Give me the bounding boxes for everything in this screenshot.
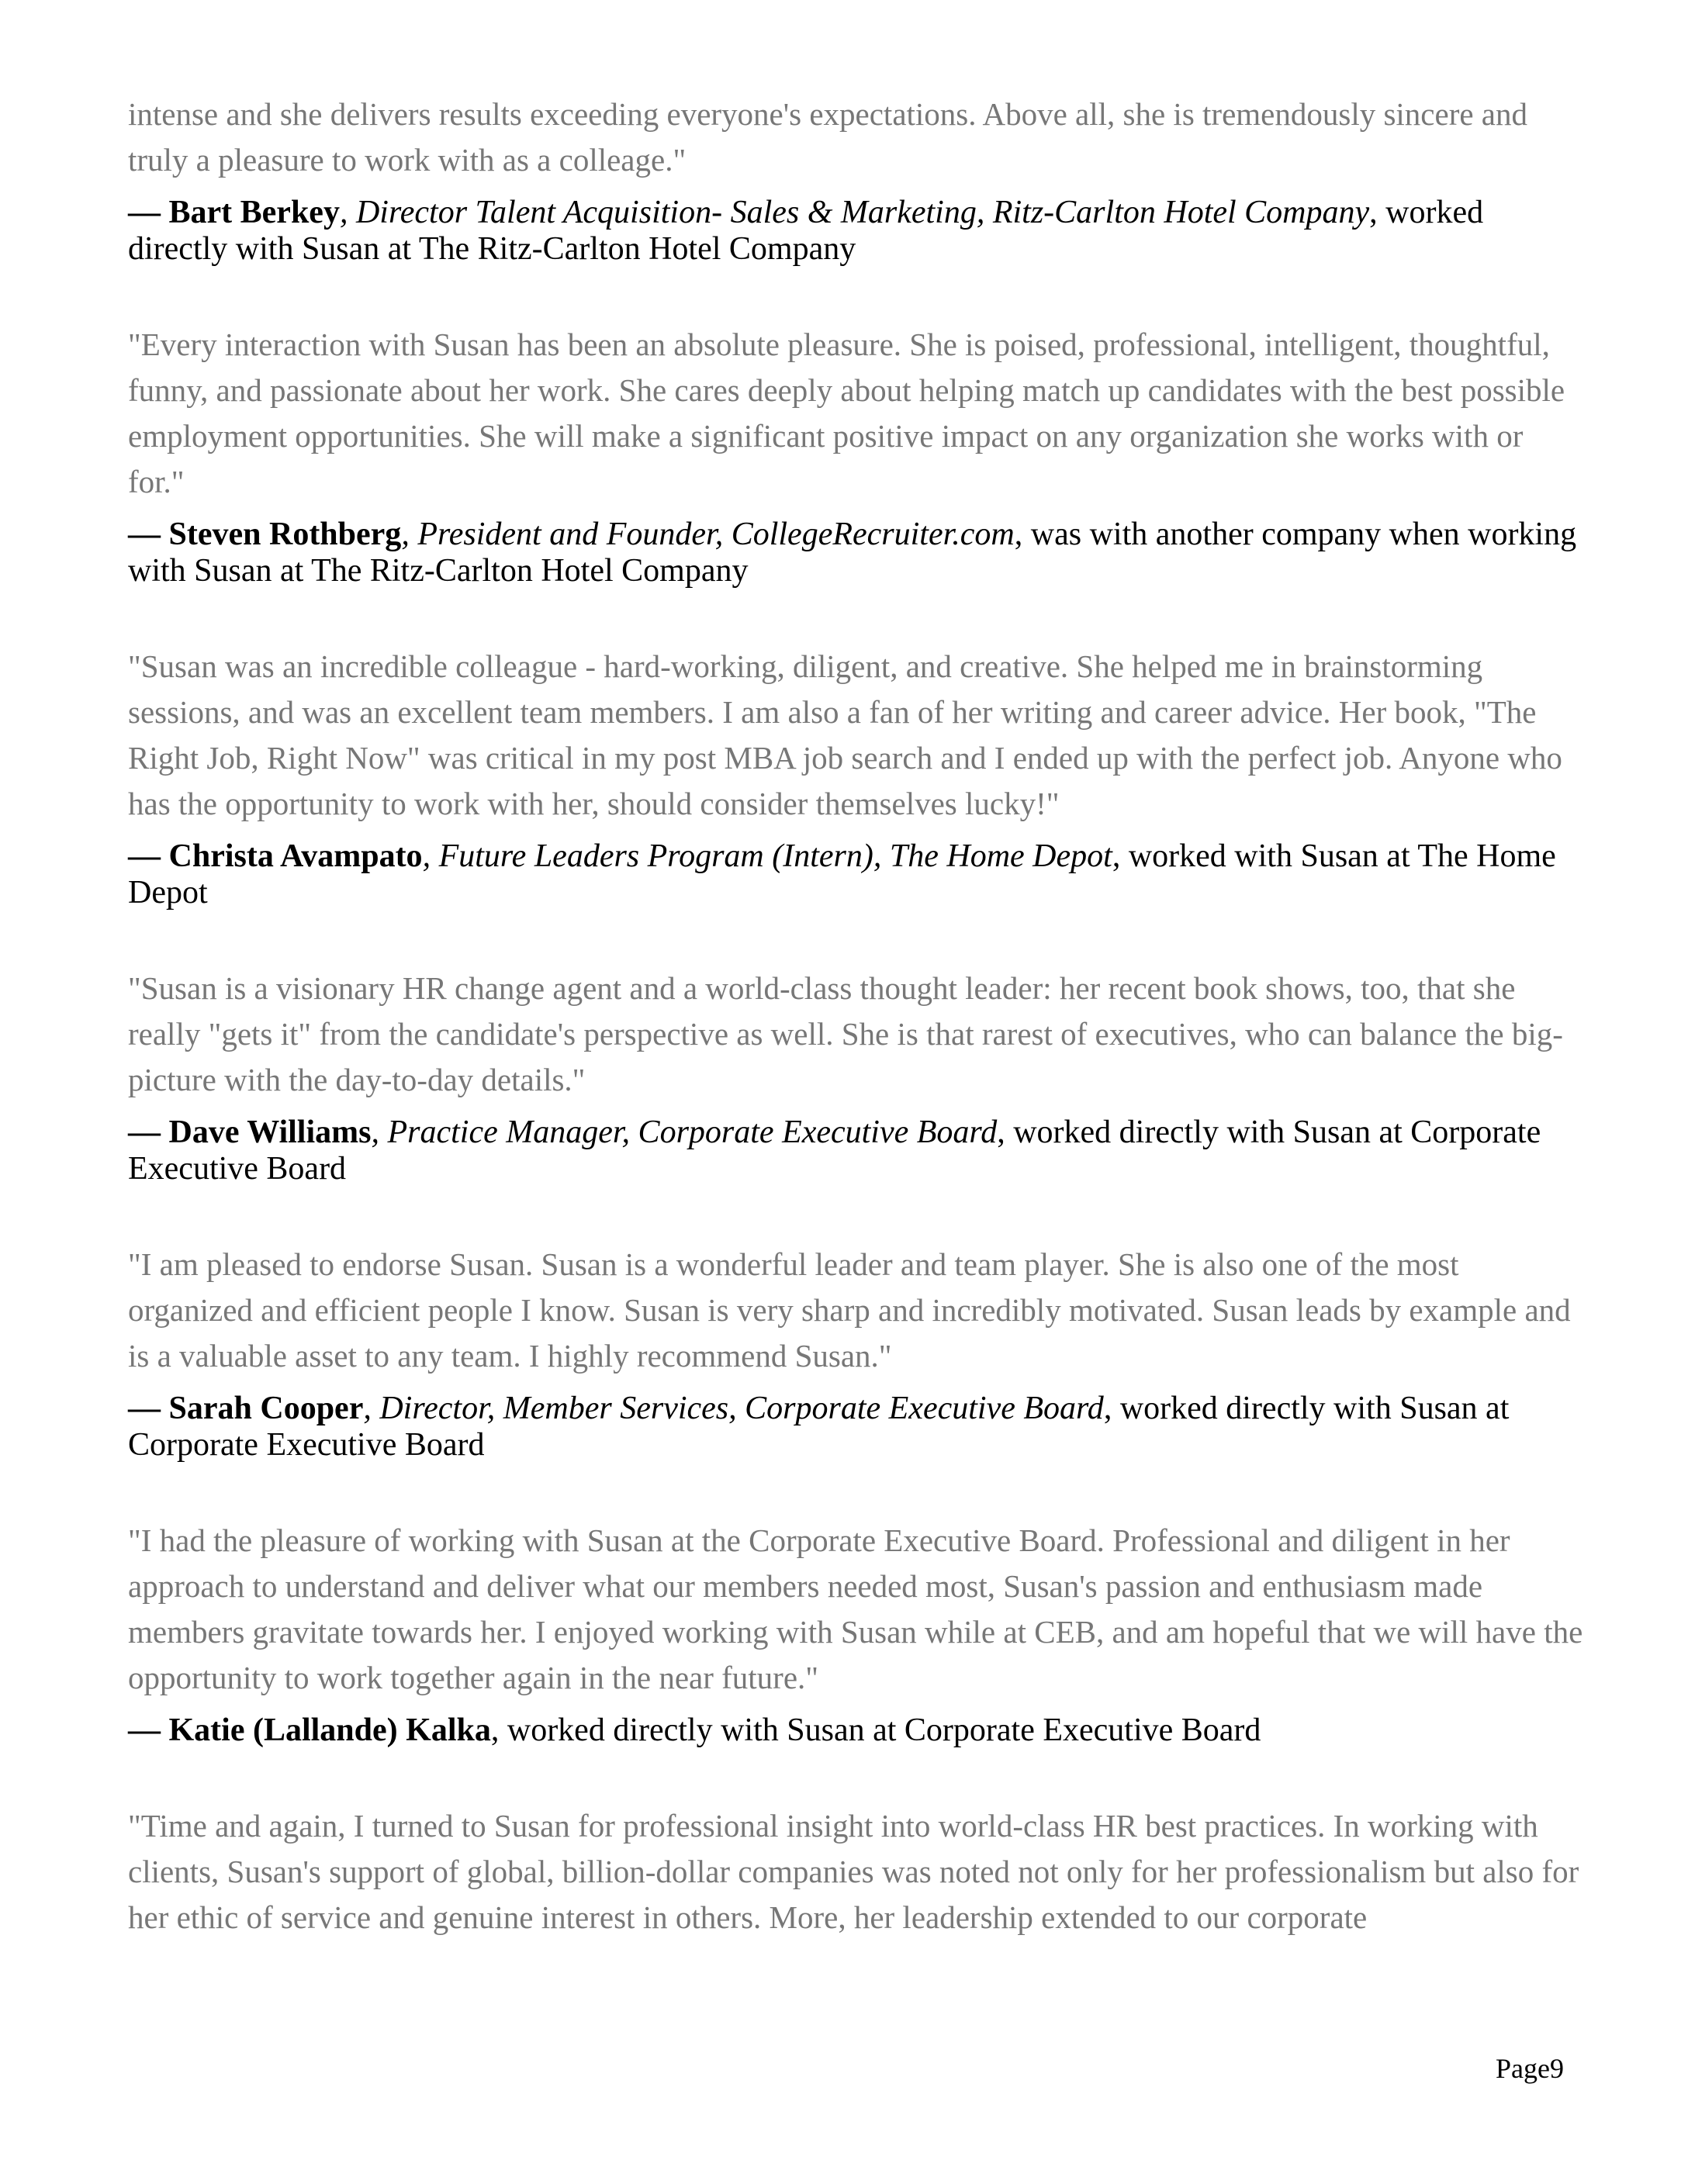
testimonial-attribution (128, 1712, 1586, 1749)
recommender-relation: , worked directly with Susan at The Ritz-Carlton Hotel Company (128, 195, 1484, 267)
testimonial-quote: "I am pleased to endorse Susan. Susan is a wonderful leader and team player. She is also one of the most organized and efficient people I know. Susan is very sharp and incredibly motivated. Susan leads by example and is a valuable asset to any team. I highly recommend Susan." (128, 1246, 1571, 1374)
testimonial-quote: "Susan is a visionary HR change agent and a world-class thought leader: her recent book shows, too, that she really "gets it" from the candidate's perspective as well. She is that rarest of executives, who can balance the big-picture with the day-to-day details." (128, 970, 1563, 1097)
recommender-title: , Future Leaders Program (Intern), The Home Depot (422, 838, 1112, 874)
testimonial-attribution (128, 1391, 1586, 1463)
recommender-name: — Katie (Lallande) Kalka (128, 1712, 491, 1748)
recommender-relation: , worked directly with Susan at Corporate Executive Board (128, 1391, 1510, 1463)
recommender-relation: , worked directly with Susan at Corporate Executive Board (128, 1114, 1541, 1187)
recommender-name: — Steven Rothberg (128, 517, 402, 552)
testimonial (128, 1242, 1586, 1463)
recommender-name: — Sarah Cooper (128, 1391, 364, 1426)
testimonial (128, 1518, 1586, 1749)
recommender-relation: , worked with Susan at The Home Depot (128, 838, 1556, 911)
recommender-name: — Bart Berkey (128, 195, 340, 230)
testimonial-attribution (128, 517, 1586, 589)
recommender-name: — Dave Williams (128, 1114, 372, 1150)
recommender-relation: , was with another company when working with Susan at The Ritz-Carlton Hotel Company (128, 517, 1577, 589)
testimonial-quote: "Every interaction with Susan has been an absolute pleasure. She is poised, professional, intelligent, thoughtful, funny, and passionate about her work. She cares deeply about helping match up candidates with the best possible employment opportunities. She will make a significant positive impact on any organization she works with or for." (128, 327, 1565, 499)
testimonial (128, 1803, 1586, 1940)
testimonial-quote: intense and she delivers results exceeding everyone's expectations. Above all, she is tremendously sincere and truly a pleasure to work with as a colleage." (128, 96, 1527, 178)
recommender-title: , Director Talent Acquisition- Sales & Marketing, Ritz-Carlton Hotel Company (339, 195, 1370, 230)
testimonial-attribution (128, 195, 1586, 268)
testimonial (128, 966, 1586, 1187)
testimonial (128, 644, 1586, 911)
testimonial-quote: "Susan was an incredible colleague - hard-working, diligent, and creative. She helped me in brainstorming sessions, and was an excellent team members. I am also a fan of her writing and career advice. Her book, "The Right Job, Right Now" was critical in my post MBA job search and I ended up with the perfect job. Anyone who has the opportunity to work with her, should consider themselves lucky!" (128, 648, 1562, 821)
testimonial (128, 92, 1586, 268)
recommender-name: — Christa Avampato (128, 838, 423, 874)
page-number: Page9 (1496, 2053, 1564, 2084)
testimonial-quote: "Time and again, I turned to Susan for professional insight into world-class HR best practices. In working with clients, Susan's support of global, billion-dollar companies was noted not only for her professionalism but also for her ethic of service and genuine interest in others. More, her leadership extended to our corporate (128, 1808, 1579, 1935)
recommender-relation: , worked directly with Susan at Corporate Executive Board (490, 1712, 1261, 1748)
testimonial-attribution (128, 838, 1586, 911)
recommender-title: , Director, Member Services, Corporate Executive Board (363, 1391, 1104, 1426)
testimonials-section (128, 92, 1586, 1995)
testimonial (128, 322, 1586, 589)
recommender-title: , President and Founder, CollegeRecruiter.com (401, 517, 1015, 552)
testimonial-attribution (128, 1114, 1586, 1187)
recommender-title: , Practice Manager, Corporate Executive Board (371, 1114, 998, 1150)
testimonial-quote: "I had the pleasure of working with Susan at the Corporate Executive Board. Professional and diligent in her approach to understand and deliver what our members needed most, Susan's passion and enthusiasm made members gravitate towards her. I enjoyed working with Susan while at CEB, and am hopeful that we will have the opportunity to work together again in the near future." (128, 1522, 1583, 1695)
